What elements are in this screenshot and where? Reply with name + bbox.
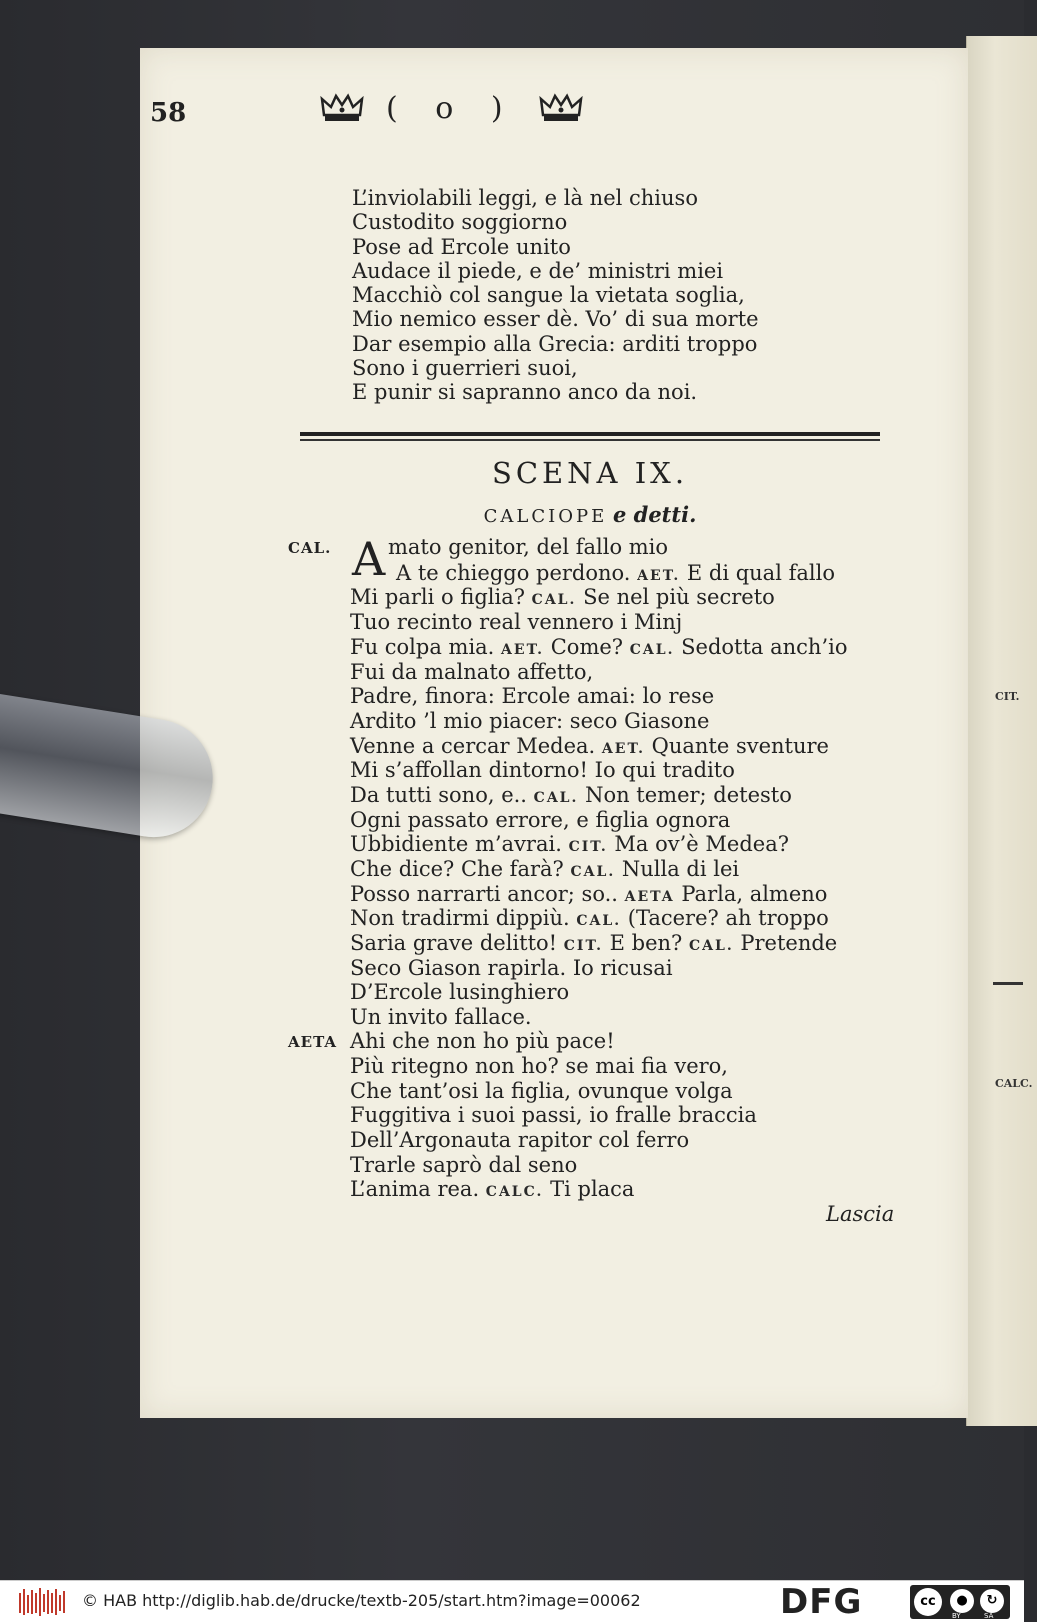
dialogue-line (350, 758, 735, 782)
dialogue-line (350, 808, 730, 832)
dialogue-text: Ti placa (543, 1177, 635, 1201)
dialogue-text: Come? (544, 635, 630, 659)
catchword: Lascia (826, 1202, 895, 1226)
facing-page-edge (966, 36, 1037, 1426)
dialogue-line (350, 857, 739, 884)
dialogue-text: Un invito fallace. (350, 1005, 532, 1029)
inline-speaker: AET. (601, 741, 645, 757)
dialogue-line (350, 585, 775, 612)
dialogue-text: Da tutti sono, e.. (350, 783, 534, 807)
dialogue-text: Trarle saprò dal seno (350, 1153, 578, 1177)
dialogue-text: Posso narrarti ancor; so.. (350, 882, 625, 906)
dialogue-line (350, 734, 829, 761)
inline-speaker: AET. (637, 568, 681, 584)
inline-speaker: CIT. (568, 839, 608, 855)
dialogue-line (350, 709, 709, 733)
dialogue-text: Ardito ’l mio piacer: seco Giasone (350, 709, 710, 733)
dialogue-text: Seco Giason rapirla. Io ricusai (350, 956, 673, 980)
dialogue-text: Fui da malnato affetto, (350, 660, 594, 684)
page-number: 58 (150, 98, 187, 128)
scene-title: SCENA IX. (491, 456, 689, 490)
dialogue-line (350, 956, 673, 980)
dialogue-text: Padre, finora: Ercole amai: lo rese (350, 684, 715, 708)
dialogue-text: Mi s’affollan dintorno! Io qui tradito (350, 758, 735, 782)
verse-line: Macchiò col sangue la vietata soglia, (352, 283, 745, 307)
dialogue-text: Tuo recinto real vennero i Minj (350, 610, 683, 634)
dialogue-text: Ma ov’è Medea? (607, 832, 789, 856)
dialogue-text: A te chieggo perdono. (396, 561, 638, 585)
source-link[interactable]: © HAB http://diglib.hab.de/drucke/textb-205/start.htm?image=00062 (82, 1591, 641, 1610)
verse-line: E punir si sapranno anco da noi. (352, 380, 698, 404)
verse-line: Dar esempio alla Grecia: arditi troppo (352, 332, 758, 356)
inline-speaker: CAL. (629, 642, 675, 658)
dialogue-text: (Tacere? ah troppo (621, 906, 829, 930)
dialogue-line (350, 1153, 577, 1177)
dialogue-line (350, 684, 714, 708)
dialogue-text: Quante sventure (644, 734, 829, 758)
dialogue-text: Non tradirmi dippiù. (350, 906, 577, 930)
cc-icon: cc (914, 1588, 942, 1616)
dialogue-line (350, 1054, 728, 1078)
dialogue-text: E di qual fallo (680, 561, 835, 585)
drop-cap: A (352, 532, 386, 586)
dialogue-text: E ben? (602, 931, 689, 955)
running-header (320, 88, 920, 128)
dialogue-text: Saria grave delitto! (350, 931, 564, 955)
sa-icon: ↻ (980, 1589, 1004, 1613)
section-rule-thin (300, 439, 880, 441)
dialogue-line (350, 783, 792, 810)
dialogue-text: Mi parli o figlia? (350, 585, 532, 609)
character-name: CALCIOPE (483, 506, 608, 527)
dialogue-text: D’Ercole lusinghiero (350, 980, 570, 1004)
dialogue-text: Che dice? Che farà? (350, 857, 571, 881)
dialogue-text: Che tant’osi la figlia, ovunque volga (350, 1079, 733, 1103)
dialogue-text: Parla, almeno (674, 882, 828, 906)
dialogue-line (350, 1103, 757, 1127)
dialogue-line (350, 660, 593, 684)
scene-characters (300, 502, 880, 527)
cc-license-badge[interactable] (910, 1585, 1010, 1619)
dialogue-line (388, 535, 668, 559)
dialogue-line (350, 882, 827, 909)
dialogue-line (350, 1079, 733, 1103)
dialogue-text: mato genitor, del fallo mio (388, 535, 669, 559)
dialogue-line (350, 1128, 689, 1152)
dialogue-text: Se nel più secreto (576, 585, 775, 609)
inline-speaker: AET. (501, 642, 545, 658)
dialogue-line (396, 561, 835, 588)
inline-speaker: CAL. (688, 938, 734, 954)
inline-speaker: CAL. (531, 592, 577, 608)
by-icon: ● (950, 1589, 974, 1613)
dialogue-text: Nulla di lei (615, 857, 740, 881)
dialogue-line (350, 906, 829, 933)
dialogue-line (350, 980, 569, 1004)
margin-rule-fragment (993, 982, 1023, 985)
section-rule (300, 432, 880, 436)
dialogue-text: Fuggitiva i suoi passi, io fralle braccia (350, 1103, 757, 1127)
dialogue-line (350, 610, 682, 634)
speaker-label: AETA (288, 1033, 338, 1051)
inline-speaker: CAL. (533, 790, 579, 806)
by-label: BY (952, 1612, 961, 1620)
inline-speaker: AETA (624, 889, 675, 905)
dialogue-text: Dell’Argonauta rapitor col ferro (350, 1128, 690, 1152)
dialogue-text: Ubbidiente m’avrai. (350, 832, 569, 856)
dfg-logo: DFG (780, 1582, 863, 1622)
inline-speaker: CAL. (576, 913, 622, 929)
dialogue-line (350, 1177, 634, 1204)
crown-ornament-icon (320, 93, 364, 123)
dialogue-text: Non temer; detesto (578, 783, 792, 807)
verse-line: Mio nemico esser dè. Vo’ di sua morte (352, 307, 759, 331)
dialogue-text: Pretende (733, 931, 838, 955)
dialogue-line (350, 635, 847, 662)
header-mark: ( o ) (386, 90, 517, 126)
verse-line: Sono i guerrieri suoi, (352, 356, 578, 380)
crown-ornament-icon (539, 93, 583, 123)
dialogue-text: Più ritegno non ho? se mai fia vero, (350, 1054, 728, 1078)
inline-speaker: CAL. (570, 864, 616, 880)
dialogue-text: L’anima rea. (350, 1177, 486, 1201)
dialogue-text: Sedotta anch’io (674, 635, 848, 659)
dialogue-line (350, 1029, 615, 1053)
dialogue-line (350, 832, 789, 859)
inline-speaker: CIT. (563, 938, 603, 954)
verse-line: Custodito soggiorno (352, 210, 568, 234)
verse-line: Pose ad Ercole unito (352, 235, 571, 259)
characters-note: e detti. (612, 502, 697, 527)
verse-line: L’inviolabili leggi, e là nel chiuso (352, 186, 698, 210)
dialogue-text: Venne a cercar Medea. (350, 734, 602, 758)
dialogue-text: Ogni passato errore, e figlia ognora (350, 808, 731, 832)
dialogue-text: Ahi che non ho più pace! (350, 1029, 615, 1053)
footer-bar (0, 1580, 1024, 1622)
hab-logo-icon (18, 1587, 68, 1621)
margin-speaker-fragment: CIT. (995, 690, 1020, 703)
dialogue-text: Fu colpa mia. (350, 635, 502, 659)
sa-label: SA (984, 1612, 994, 1620)
inline-speaker: CALC. (485, 1184, 544, 1200)
speaker-label: CAL. (288, 539, 332, 557)
dialogue-line (350, 931, 837, 958)
dialogue-line (350, 1005, 532, 1029)
verse-line: Audace il piede, e de’ ministri miei (352, 259, 724, 283)
margin-speaker-fragment: CALC. (995, 1077, 1033, 1090)
